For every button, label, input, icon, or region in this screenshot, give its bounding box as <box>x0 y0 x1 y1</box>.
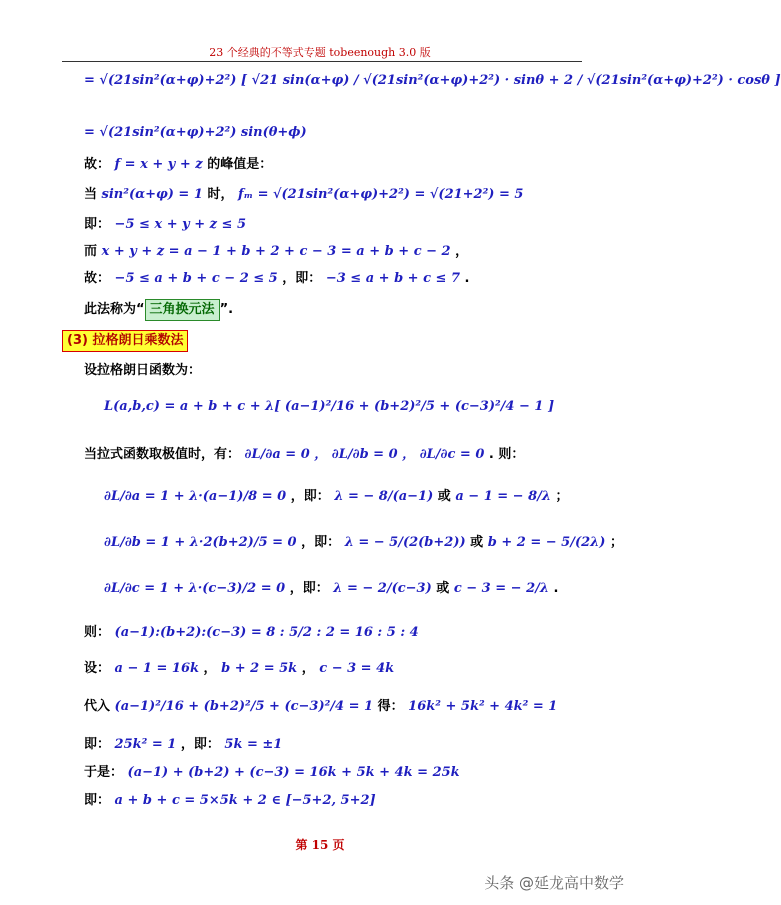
section-heading: (3) 拉格朗日乘数法 <box>62 330 188 352</box>
text-fragment: . <box>464 271 470 286</box>
text-fragment: ； <box>609 535 623 550</box>
page-header-title: 23 个经典的不等式专题 tobeenough 3.0 版 <box>209 46 431 59</box>
math-fragment: 5k = ±1 <box>224 737 283 752</box>
text-fragment: 设： <box>84 661 111 676</box>
equation-line-12 <box>104 488 569 506</box>
text-fragment: 或 <box>436 581 450 596</box>
text-fragment: ”. <box>219 302 234 317</box>
text-fragment: ， <box>203 661 217 676</box>
watermark-text: 头条 @延龙高中数学 <box>484 874 624 892</box>
text-line-20 <box>84 792 376 810</box>
text-line-8 <box>84 299 233 321</box>
equation-text: L(a,b,c) = a + b + c + λ[ (a−1)²/16 + (b+2)²/5 + (c−3)²/4 − 1 ] <box>104 399 555 414</box>
math-fragment: 25k² = 1 <box>114 737 177 752</box>
math-fragment: 16k² + 5k² + 4k² = 1 <box>408 699 558 714</box>
text-fragment: 故： <box>84 157 111 172</box>
math-fragment: b + 2 = 5k <box>221 661 298 676</box>
text-line-9 <box>84 362 201 380</box>
text-line-17 <box>84 698 557 716</box>
math-fragment: λ = − 2/(c−3) <box>333 581 432 596</box>
math-fragment: c − 3 = 4k <box>319 661 395 676</box>
text-fragment: 或 <box>437 489 451 504</box>
text-fragment: 时， <box>207 187 234 202</box>
text-line-15 <box>84 624 419 642</box>
math-fragment: b + 2 = − 5/(2λ) <box>487 535 606 550</box>
equation-line-2 <box>84 124 307 142</box>
text-fragment: ， <box>455 244 469 259</box>
equation-line-10 <box>104 398 554 416</box>
equation-text: = √(21sin²(α+φ)+2²) sin(θ+ϕ) <box>84 125 307 140</box>
text-line-4 <box>84 186 523 204</box>
equation-line-13 <box>104 534 623 552</box>
math-fragment: ∂L/∂b = 1 + λ·2(b+2)/5 = 0 <box>104 535 297 550</box>
text-line-18 <box>84 736 282 754</box>
text-fragment: 当 <box>84 187 98 202</box>
text-fragment: ， <box>301 661 315 676</box>
header-divider <box>62 61 582 62</box>
text-line-3 <box>84 156 272 174</box>
text-fragment: 则： <box>84 625 111 640</box>
text-line-16 <box>84 660 394 678</box>
text-fragment: . 则： <box>488 447 525 462</box>
text-fragment: 当拉式函数取极值时，有： <box>84 447 241 462</box>
math-fragment: sin²(α+φ) = 1 <box>101 187 203 202</box>
math-fragment: c − 3 = − 2/λ <box>453 581 549 596</box>
math-fragment: a − 1 = − 8/λ <box>455 489 552 504</box>
text-fragment: 设拉格朗日函数为： <box>84 363 202 378</box>
math-fragment: λ = − 8/(a−1) <box>334 489 434 504</box>
text-fragment: 的峰值是： <box>207 157 273 172</box>
math-fragment: (a−1)²/16 + (b+2)²/5 + (c−3)²/4 = 1 <box>114 699 374 714</box>
math-fragment: x + y + z = a − 1 + b + 2 + c − 3 = a + b + c − 2 <box>101 244 451 259</box>
equation-text: = √(21sin²(α+φ)+2²) [ √21 sin(α+φ) / √(21sin²(α+φ)+2²) · sinθ + 2 / √(21sin²(α+φ)+2²) · cosθ ] <box>84 73 781 88</box>
text-fragment: 即： <box>84 217 111 232</box>
math-fragment: λ = − 5/(2(b+2)) <box>344 535 466 550</box>
text-fragment: 故： <box>84 271 111 286</box>
text-fragment: . <box>553 581 559 596</box>
math-fragment: (a−1):(b+2):(c−3) = 8 : 5/2 : 2 = 16 : 5 : 4 <box>114 625 419 640</box>
method-name-badge: 三角换元法 <box>145 299 220 321</box>
math-fragment: f = x + y + z <box>114 157 203 172</box>
equation-line-1 <box>84 72 781 90</box>
page-number: 第 15 页 <box>295 838 345 852</box>
text-fragment: 即： <box>84 793 111 808</box>
text-line-6 <box>84 243 468 261</box>
equation-line-14 <box>104 580 558 598</box>
text-fragment: ，即： <box>282 271 322 286</box>
math-fragment: −3 ≤ a + b + c ≤ 7 <box>325 271 461 286</box>
text-fragment: ，即： <box>180 737 220 752</box>
text-fragment: 此法称为“ <box>84 302 145 317</box>
text-fragment: ； <box>555 489 569 504</box>
math-fragment: ∂L/∂a = 0 ， ∂L/∂b = 0 ， ∂L/∂c = 0 <box>244 447 485 462</box>
text-fragment: 即： <box>84 737 111 752</box>
math-fragment: a − 1 = 16k <box>114 661 200 676</box>
text-line-11 <box>84 446 524 464</box>
math-fragment: −5 ≤ x + y + z ≤ 5 <box>114 217 246 232</box>
text-fragment: ，即： <box>290 489 330 504</box>
text-fragment: 代入 <box>84 699 111 714</box>
text-fragment: ，即： <box>301 535 341 550</box>
math-fragment: ∂L/∂c = 1 + λ·(c−3)/2 = 0 <box>104 581 286 596</box>
text-fragment: 于是： <box>84 765 124 780</box>
text-line-7 <box>84 270 470 288</box>
text-fragment: 或 <box>470 535 484 550</box>
math-fragment: a + b + c = 5×5k + 2 ∈ [−5+2, 5+2] <box>114 793 376 808</box>
text-fragment: 得： <box>377 699 404 714</box>
text-fragment: 而 <box>84 244 98 259</box>
text-fragment: ，即： <box>289 581 329 596</box>
text-line-19 <box>84 764 460 782</box>
math-fragment: ∂L/∂a = 1 + λ·(a−1)/8 = 0 <box>104 489 287 504</box>
math-fragment: (a−1) + (b+2) + (c−3) = 16k + 5k + 4k = 25k <box>127 765 460 780</box>
math-fragment: −5 ≤ a + b + c − 2 ≤ 5 <box>114 271 278 286</box>
math-fragment: fₘ = √(21sin²(α+φ)+2²) = √(21+2²) = 5 <box>237 187 524 202</box>
text-line-5 <box>84 216 246 234</box>
